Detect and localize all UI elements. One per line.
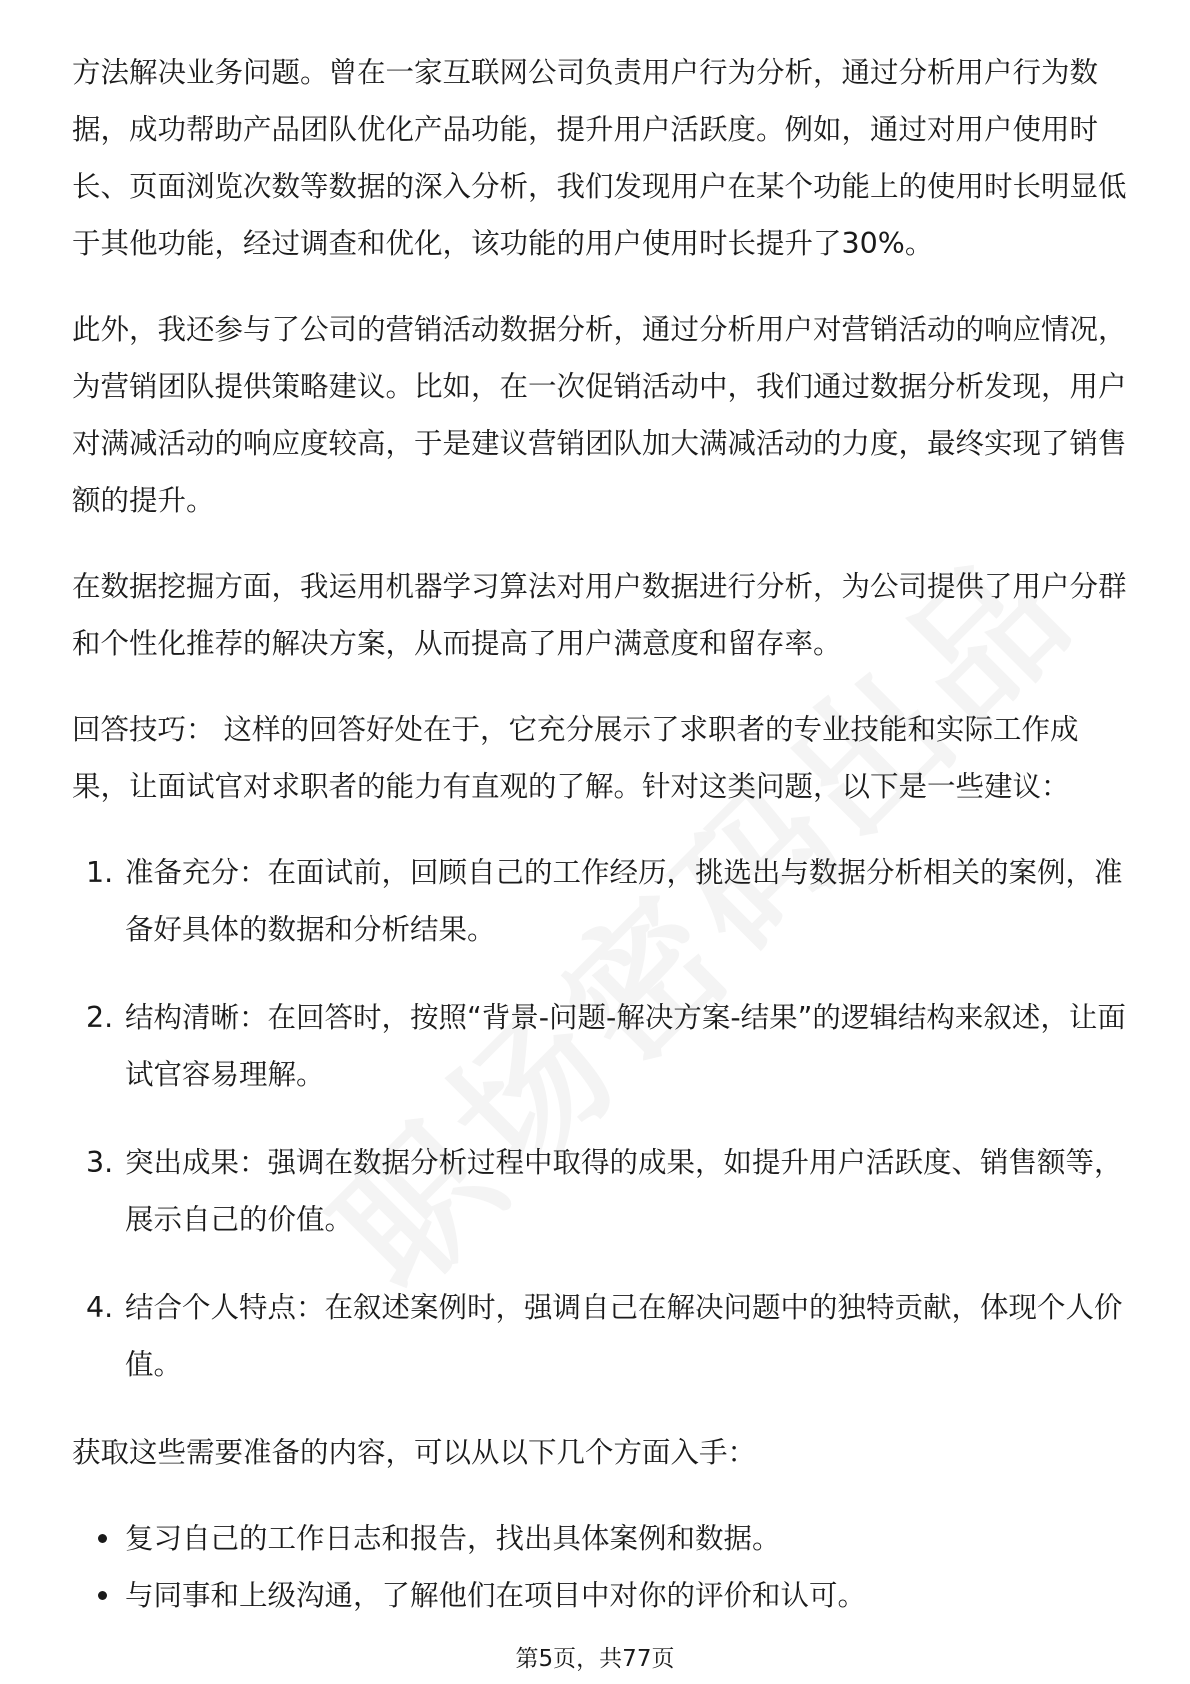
tips-list: [72, 844, 1132, 1393]
bullet-text: 与同事和上级沟通，了解他们在项目中对你的评价和认可。: [125, 1579, 867, 1612]
paragraph-2: 此外，我还参与了公司的营销活动数据分析，通过分析用户对营销活动的响应情况，为营销团队提供策略建议。比如，在一次促销活动中，我们通过数据分析发现，用户对满减活动的响应度较高，于是建议营销团队加大满减活动的力度，最终实现了销售额的提升。: [72, 313, 1127, 517]
answer-tips-paragraph: 回答技巧： 这样的回答好处在于，它充分展示了求职者的专业技能和实际工作成果，让面试官对求职者的能力有直观的了解。针对这类问题，以下是一些建议：: [72, 713, 1079, 803]
bullet-dot-icon: [98, 1591, 107, 1600]
bullet-text: 复习自己的工作日志和报告，找出具体案例和数据。: [125, 1522, 781, 1555]
tip-text: 突出成果：强调在数据分析过程中取得的成果，如提升用户活跃度、销售额等，展示自己的价值。: [125, 1146, 1123, 1236]
tip-number: 4.: [86, 1291, 114, 1324]
preparation-list: [72, 1510, 1132, 1624]
tip-text: 准备充分：在面试前，回顾自己的工作经历，挑选出与数据分析相关的案例，准备好具体的数据和分析结果。: [125, 856, 1123, 946]
page-number-footer: 第5页，共77页: [515, 1646, 675, 1672]
tip-number: 1.: [86, 856, 114, 889]
tip-item: [72, 844, 1132, 958]
document-body: [72, 44, 1132, 1624]
tip-item: [72, 989, 1132, 1103]
tip-number: 2.: [86, 1001, 114, 1034]
paragraph-1: 方法解决业务问题。曾在一家互联网公司负责用户行为分析，通过分析用户行为数据，成功帮助产品团队优化产品功能，提升用户活跃度。例如，通过对用户使用时长、页面浏览次数等数据的深入分析，我们发现用户在某个功能上的使用时长明显低于其他功能，经过调查和优化，该功能的用户使用时长提升了30%。: [72, 56, 1127, 260]
bullet-dot-icon: [98, 1534, 107, 1543]
preparation-intro: 获取这些需要准备的内容，可以从以下几个方面入手：: [72, 1436, 757, 1469]
tip-text: 结合个人特点：在叙述案例时，强调自己在解决问题中的独特贡献，体现个人价值。: [125, 1291, 1123, 1381]
bullet-item: [72, 1567, 1132, 1624]
tip-text: 结构清晰：在回答时，按照“背景-问题-解决方案-结果”的逻辑结构来叙述，让面试官容易理解。: [125, 1001, 1126, 1091]
tip-number: 3.: [86, 1146, 114, 1179]
paragraph-3: 在数据挖掘方面，我运用机器学习算法对用户数据进行分析，为公司提供了用户分群和个性化推荐的解决方案，从而提高了用户满意度和留存率。: [72, 570, 1127, 660]
tip-item: [72, 1279, 1132, 1393]
tip-item: [72, 1134, 1132, 1248]
bullet-item: [72, 1510, 1132, 1567]
